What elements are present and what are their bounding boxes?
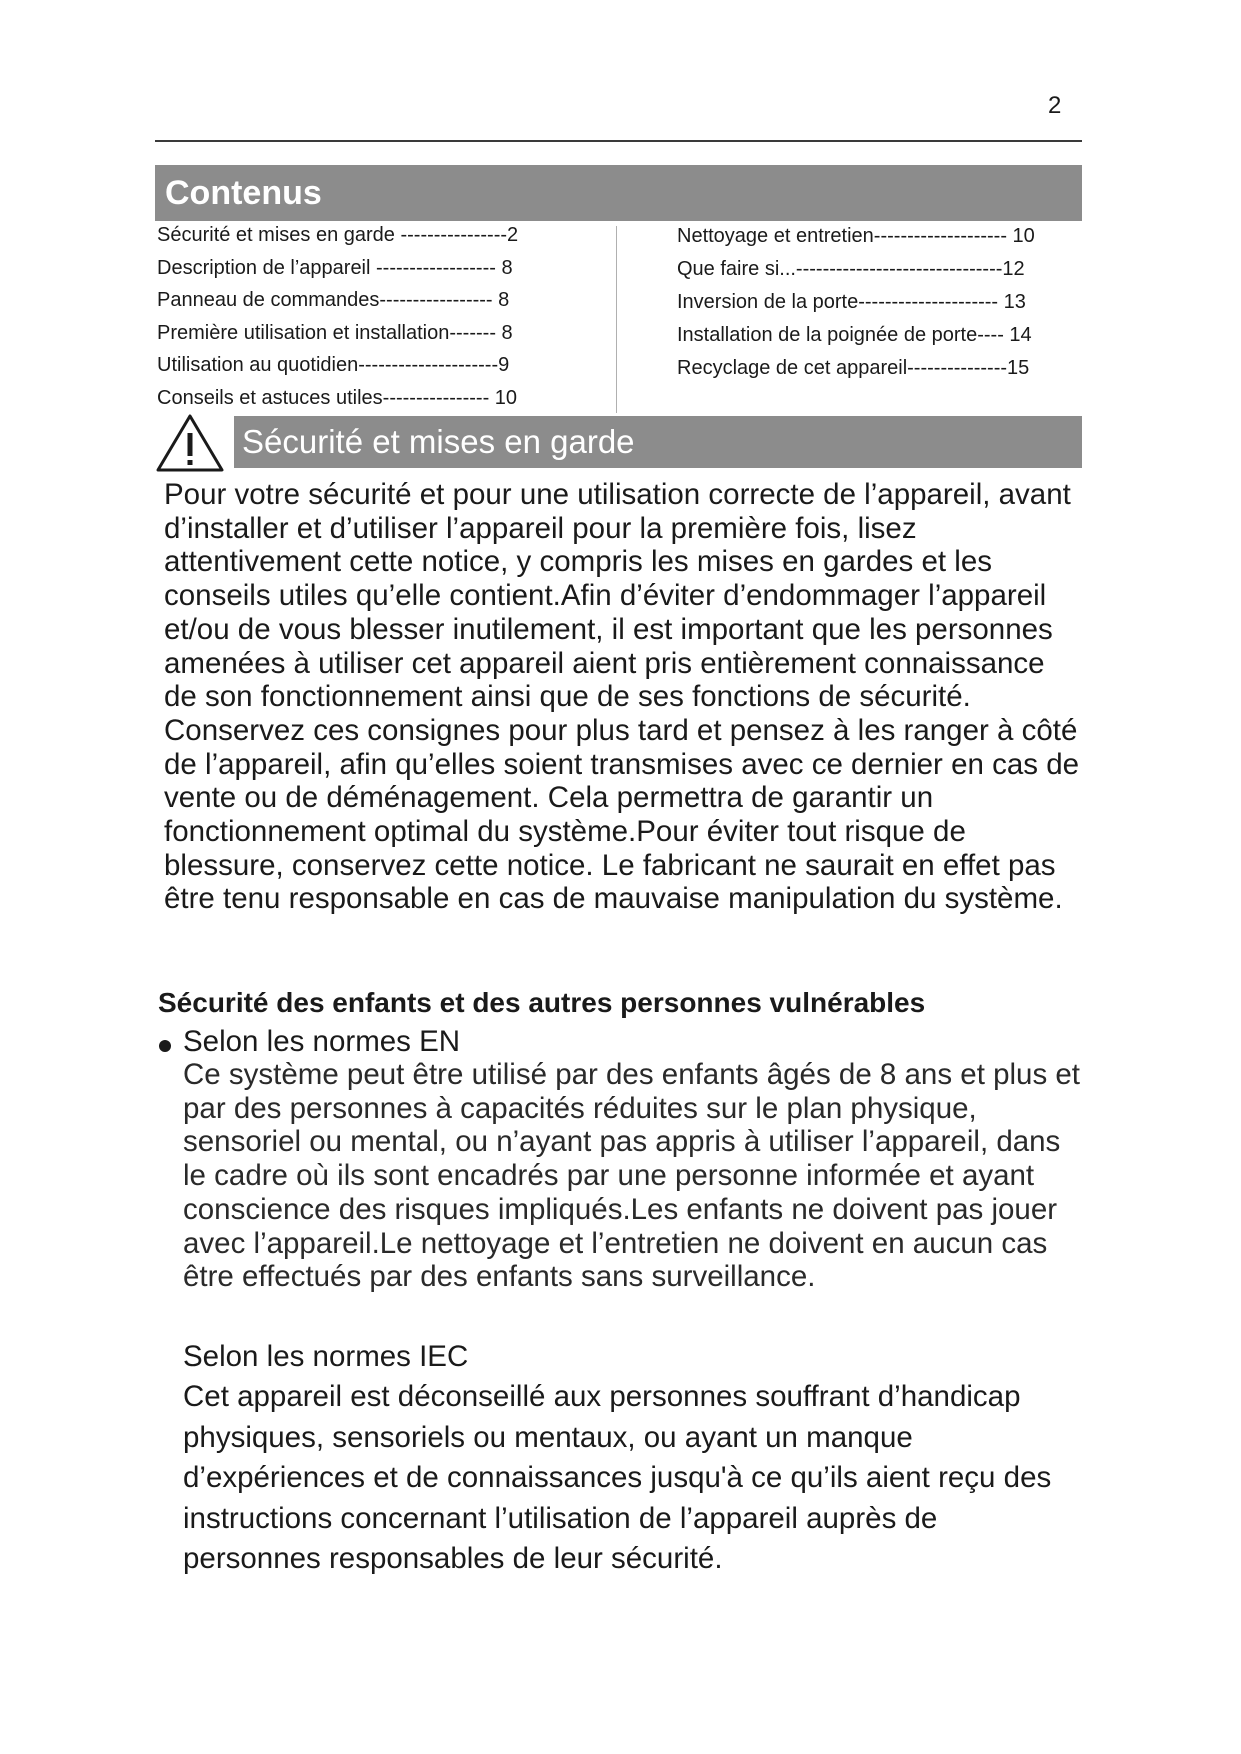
toc-entry-label: Sécurité et mises en garde ----------------2 — [157, 224, 519, 246]
toc-entry-label: Installation de la poignée de porte---- 14 — [677, 324, 1032, 346]
toc-entry-label: Nettoyage et entretien-------------------- 10 — [677, 225, 1035, 247]
page-number: 2 — [1048, 92, 1062, 119]
toc-entry[interactable] — [157, 354, 567, 387]
intro-paragraph: Pour votre sécurité et pour une utilisation correcte de l’appareil, avant d’installer et d’utiliser l’appareil pour la première fois, lisez attentivement cette notice, y compris les mises en gardes et les conseils utiles qu’elle contient.Afin d’éviter d’endommager l’appareil et/ou de vous blesser inutilement, il est important que les personnes amenées à utiliser cet appareil aient pris entièrement connaissance de son fonctionnement ainsi que de ses fonctions de sécurité. Conservez ces consignes pour plus tard et pensez à les ranger à côté de l’appareil, afin qu’elles soient transmises avec ce dernier en cas de vente ou de déménagement. Cela permettra de garantir un fonctionnement optimal du système.Pour éviter tout risque de blessure, conservez cette notice. Le fabricant ne saurait en effet pas être tenu responsable en cas de mauvaise manipulation du système. — [164, 478, 1080, 916]
toc-entry-label: Inversion de la porte--------------------- 13 — [677, 291, 1026, 313]
toc-left-column — [157, 224, 567, 419]
bullet-icon — [159, 1040, 171, 1052]
toc-entry[interactable] — [677, 324, 1089, 357]
iec-standard-text: Cet appareil est déconseillé aux personnes souffrant d’handicap physiques, sensoriels ou mentaux, ou ayant un manque d’expériences et de connaissances jusqu'à ce qu’ils aient reçu des instructions concernant l’utilisation de l’appareil auprès de personnes responsables de leur sécurité. — [183, 1380, 1052, 1575]
toc-entry[interactable] — [677, 357, 1089, 390]
toc-entry[interactable] — [157, 322, 567, 355]
toc-entry-label: Panneau de commandes----------------- 8 — [157, 289, 510, 311]
toc-entry-label: Première utilisation et installation------- 8 — [157, 321, 513, 344]
contents-header — [155, 165, 1082, 221]
en-standard-text: Ce système peut être utilisé par des enfants âgés de 8 ans et plus et par des personnes à capacités réduites sur le plan physique, sensoriel ou mental, ou n’ayant pas appris à utiliser l’appareil, dans le cadre où ils sont encadrés par une personne informée et ayant conscience des risques impliqués.Les enfants ne doivent pas jouer avec l’appareil.Le nettoyage et l’entretien ne doivent en aucun cas être effectués par des enfants sans surveillance. — [183, 1058, 1080, 1294]
toc-entry-label: Que faire si...-------------------------------12 — [677, 258, 1025, 280]
toc-entry[interactable] — [677, 225, 1089, 258]
subheading: Sécurité des enfants et des autres personnes vulnérables — [158, 987, 926, 1018]
contents-title: Contenus — [165, 174, 322, 212]
toc-entry-label: Conseils et astuces utiles---------------- 10 — [157, 386, 518, 409]
toc-right-column — [677, 225, 1089, 390]
section-title: Sécurité et mises en garde — [242, 423, 635, 460]
toc-entry[interactable] — [677, 291, 1089, 324]
toc-divider — [616, 226, 617, 413]
toc-entry[interactable] — [677, 258, 1089, 291]
en-standard-title: Selon les normes EN — [183, 1025, 461, 1058]
toc-entry-label: Recyclage de cet appareil---------------15 — [677, 357, 1030, 379]
toc-entry-label: Description de l’appareil ------------------ 8 — [157, 256, 513, 279]
toc-entry-label: Utilisation au quotidien---------------------9 — [157, 354, 510, 376]
toc-entry[interactable] — [157, 257, 567, 290]
warning-triangle-icon — [155, 413, 225, 473]
header-rule — [155, 140, 1082, 142]
toc-entry[interactable] — [157, 224, 567, 257]
toc-entry[interactable] — [157, 289, 567, 322]
section-header — [234, 416, 1082, 468]
iec-standard-title: Selon les normes IEC — [183, 1340, 469, 1373]
